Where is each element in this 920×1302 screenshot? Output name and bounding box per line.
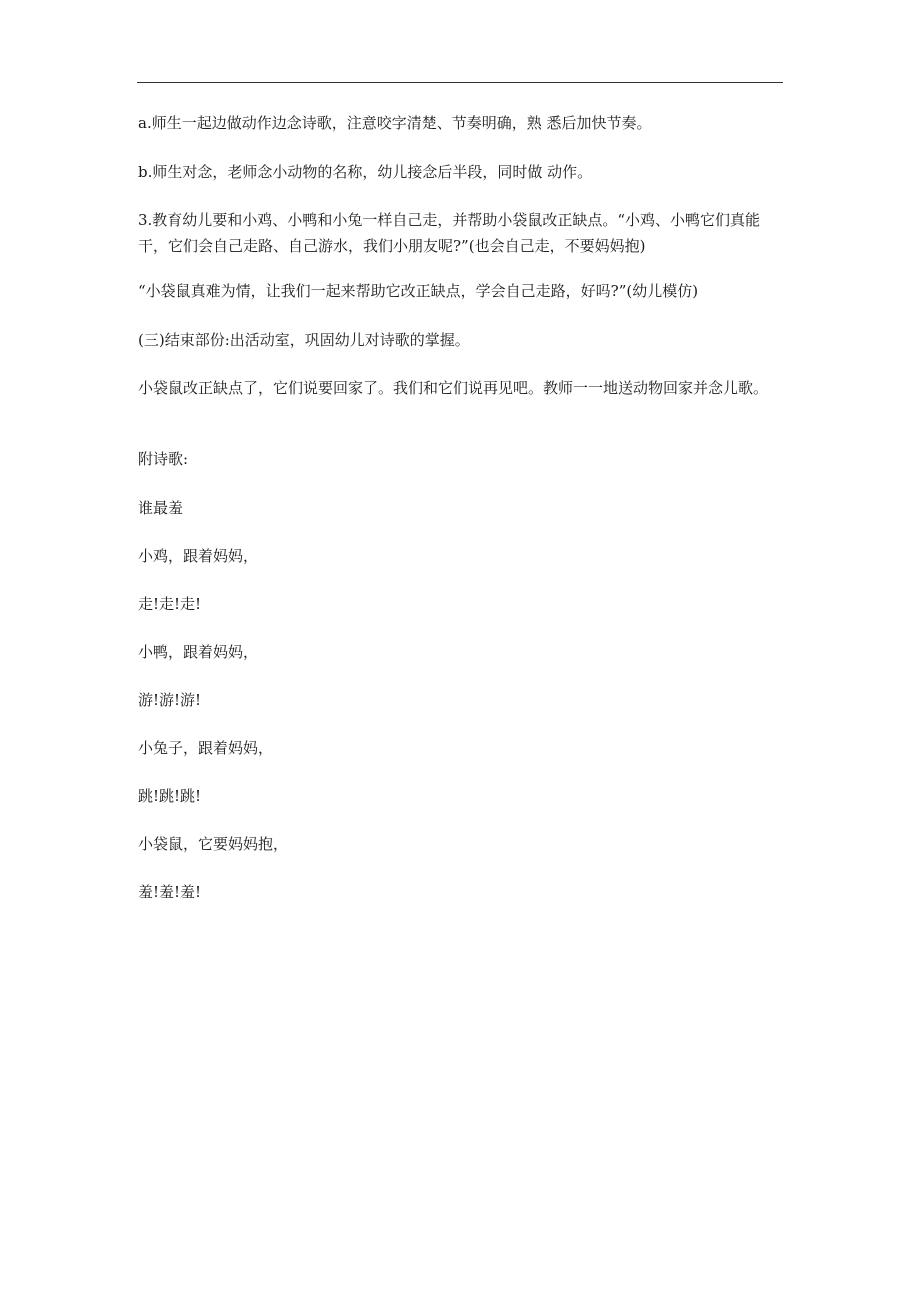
poem-line: 羞!羞!羞! xyxy=(138,883,202,901)
poem-line: 走!走!走! xyxy=(138,595,202,613)
paragraph: 小袋鼠改正缺点了，它们说要回家了。我们和它们说再见吧。教师一一地送动物回家并念儿歌。 xyxy=(138,379,769,397)
paragraph: 3.教育幼儿要和小鸡、小鸭和小兔一样自己走，并帮助小袋鼠改正缺点。“小鸡、小鸭它们真能干，它们会自己走路、自己游水，我们小朋友呢?”(也会自己走，不要妈妈抱) xyxy=(138,211,760,255)
poem-line: 游!游!游! xyxy=(138,691,202,709)
paragraph: b.师生对念，老师念小动物的名称，幼儿接念后半段，同时做 动作。 xyxy=(138,163,593,181)
section-heading: (三)结束部份:出活动室，巩固幼儿对诗歌的掌握。 xyxy=(138,331,470,349)
header-divider xyxy=(137,82,783,83)
poem-line: 跳!跳!跳! xyxy=(138,787,202,805)
poem-line: 小袋鼠，它要妈妈抱， xyxy=(138,835,289,853)
poem-intro: 附诗歌: xyxy=(138,450,189,468)
poem-title: 谁最羞 xyxy=(138,499,184,517)
poem-line: 小鸡，跟着妈妈， xyxy=(138,547,259,565)
paragraph: “小袋鼠真难为情，让我们一起来帮助它改正缺点，学会自己走路，好吗?”(幼儿模仿) xyxy=(138,282,699,300)
poem-line: 小鸭，跟着妈妈， xyxy=(138,643,259,661)
paragraph: a.师生一起边做动作边念诗歌，注意咬字清楚、节奏明确，熟 悉后加快节奏。 xyxy=(138,114,652,132)
poem-line: 小兔子，跟着妈妈， xyxy=(138,739,274,757)
